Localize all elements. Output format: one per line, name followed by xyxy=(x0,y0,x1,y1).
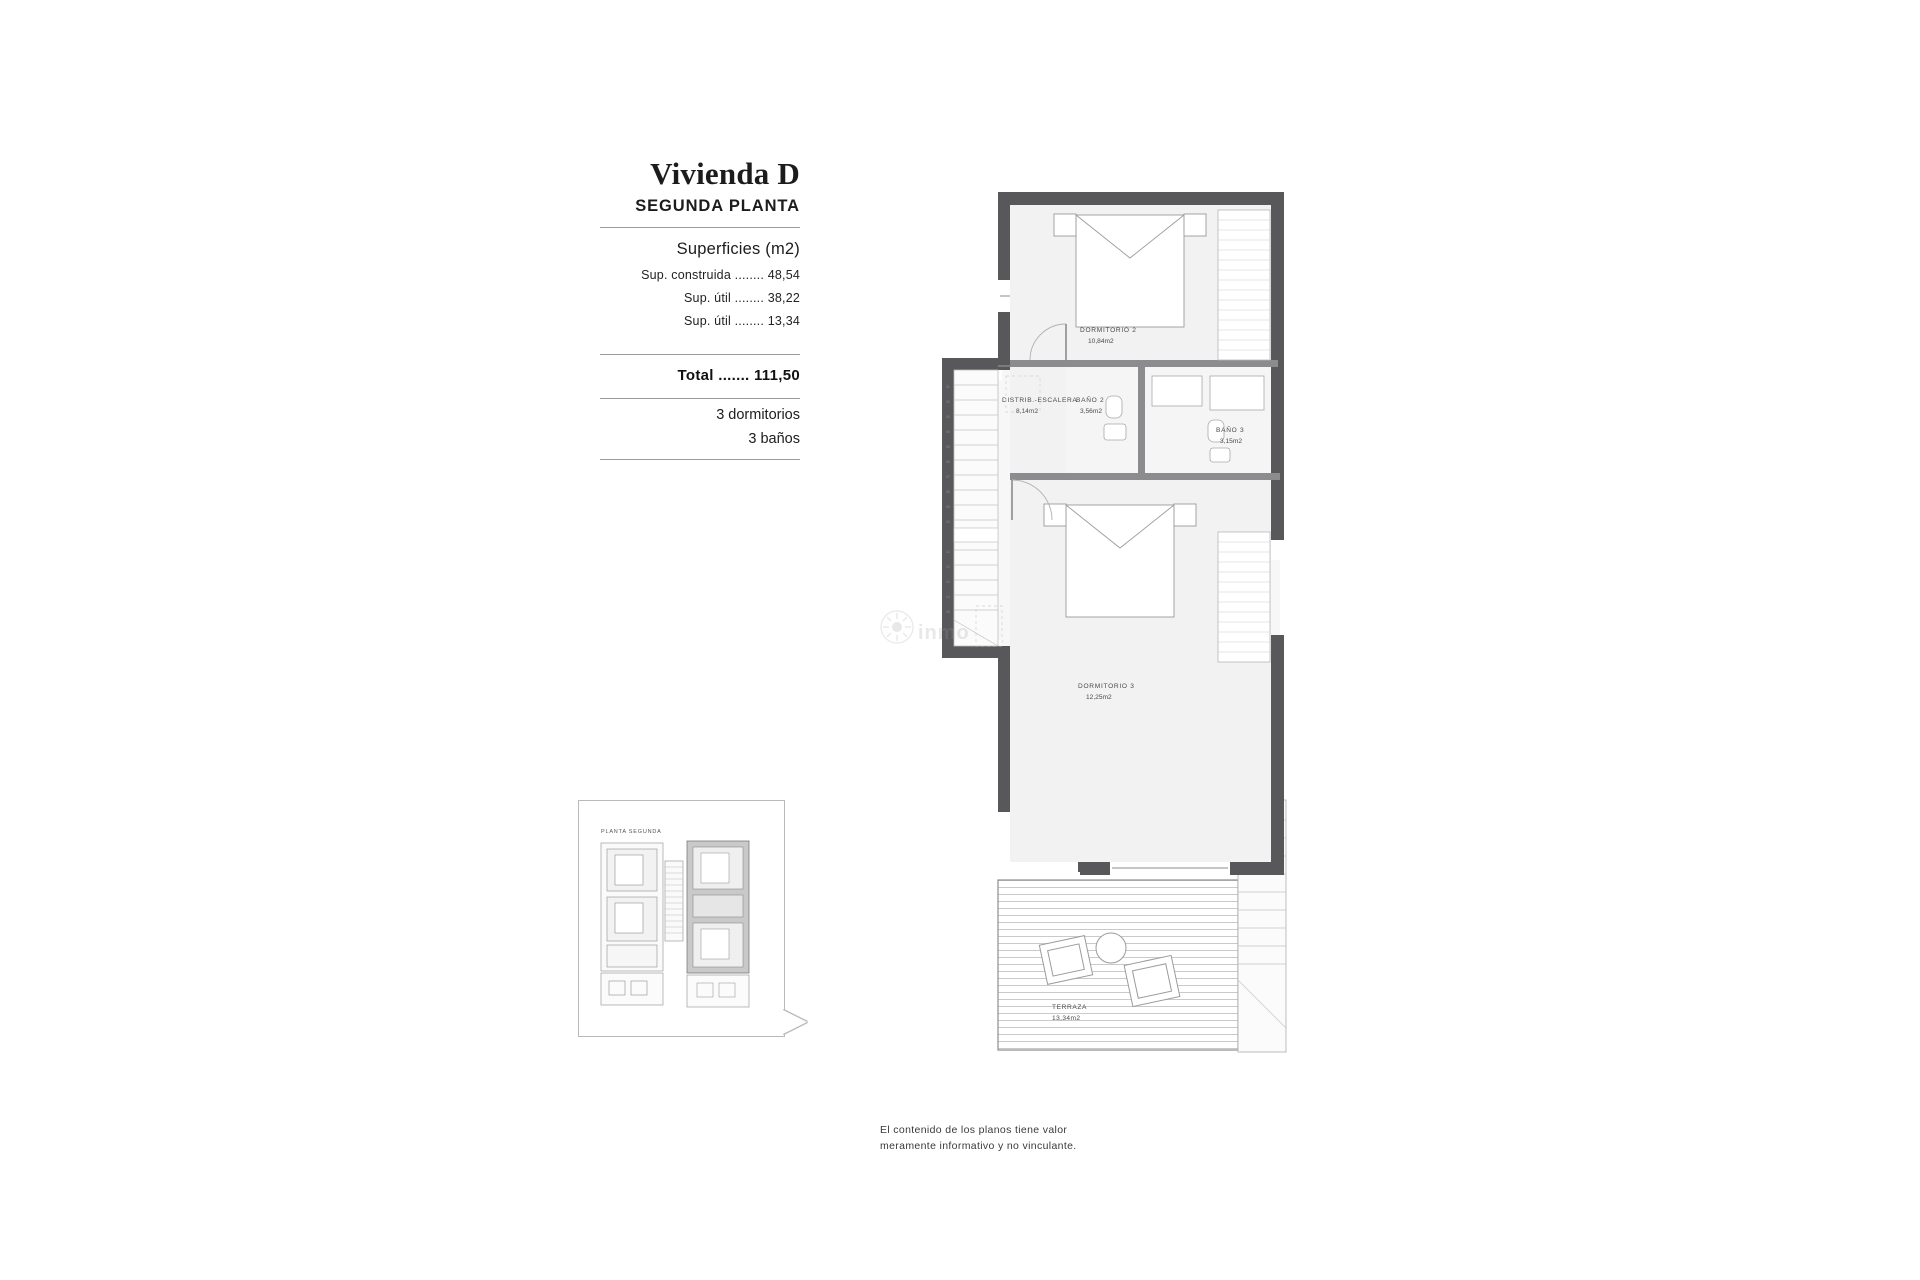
surface-row xyxy=(600,291,800,305)
divider xyxy=(600,459,800,460)
surface-label: Sup. útil ........ xyxy=(684,290,765,305)
svg-text:01: 01 xyxy=(946,385,950,389)
svg-text:12: 12 xyxy=(946,565,950,569)
svg-text:04: 04 xyxy=(946,430,950,434)
divider xyxy=(600,227,800,228)
svg-text:02: 02 xyxy=(946,400,950,404)
page-title: Vivienda D xyxy=(650,156,800,191)
disclaimer-line-1: El contenido de los planos tiene valor xyxy=(880,1124,1068,1136)
divider xyxy=(600,398,800,399)
disclaimer-line-2: meramente informativo y no vinculante. xyxy=(880,1140,1077,1153)
keyplan-thumbnail[interactable] xyxy=(578,800,785,1037)
room-area: 3,15m2 xyxy=(1220,438,1242,445)
room-dormitorio-2 xyxy=(1010,205,1271,360)
svg-text:06: 06 xyxy=(946,460,950,464)
floorplan-drawing xyxy=(880,180,1350,1070)
svg-text:08: 08 xyxy=(946,490,950,494)
room-label: BAÑO 3 xyxy=(1216,427,1245,434)
room-area: 3,56m2 xyxy=(1080,408,1102,415)
keyplan-drawing xyxy=(579,801,784,1036)
room-area: 8,14m2 xyxy=(1016,408,1038,415)
room-label: BAÑO 2 xyxy=(1076,397,1105,404)
room-area: 10,84m2 xyxy=(1088,338,1114,345)
surface-label: Sup. construida ........ xyxy=(641,267,765,282)
svg-text:10: 10 xyxy=(946,520,950,524)
room-label: DORMITORIO 3 xyxy=(1078,683,1135,690)
svg-text:14: 14 xyxy=(946,595,950,599)
bathroom-count: 3 baños xyxy=(748,430,800,447)
surface-row xyxy=(600,314,800,328)
room-bano-2 xyxy=(1066,367,1138,473)
svg-text:07: 07 xyxy=(946,475,950,479)
surface-value: 38,22 xyxy=(767,290,800,305)
svg-text:05: 05 xyxy=(946,445,950,449)
total-area: Total ....... 111,50 xyxy=(677,366,800,384)
floorplan xyxy=(880,180,1350,1070)
surface-row xyxy=(600,268,800,282)
surface-value: 13,34 xyxy=(767,313,800,328)
room-label: DORMITORIO 2 xyxy=(1080,327,1137,334)
room-dormitorio-3 xyxy=(1010,480,1271,862)
surface-label: Sup. útil ........ xyxy=(684,313,765,328)
keyplan-pointer xyxy=(783,1010,807,1034)
keyplan-label: PLANTA SEGUNDA xyxy=(601,829,662,835)
room-area: 13,34m2 xyxy=(1052,1015,1081,1022)
terrace-area xyxy=(998,880,1238,1050)
svg-text:13: 13 xyxy=(946,580,950,584)
svg-text:15: 15 xyxy=(946,610,950,614)
surface-value: 48,54 xyxy=(767,267,800,282)
bedroom-count: 3 dormitorios xyxy=(716,406,800,423)
watermark-text: inmo xyxy=(918,622,970,644)
room-label: DISTRIB.-ESCALERA xyxy=(1002,397,1078,404)
info-panel xyxy=(600,158,800,460)
room-bano-3 xyxy=(1145,367,1271,473)
floor-subtitle: SEGUNDA PLANTA xyxy=(635,196,800,215)
surfaces-heading: Superficies (m2) xyxy=(676,239,800,258)
room-area: 12,25m2 xyxy=(1086,694,1112,701)
divider xyxy=(600,354,800,355)
svg-text:09: 09 xyxy=(946,505,950,509)
disclaimer xyxy=(880,1122,1210,1155)
svg-text:03: 03 xyxy=(946,415,950,419)
svg-text:11: 11 xyxy=(946,550,950,554)
stair-shaft xyxy=(946,370,998,646)
room-label: TERRAZA xyxy=(1052,1004,1087,1011)
